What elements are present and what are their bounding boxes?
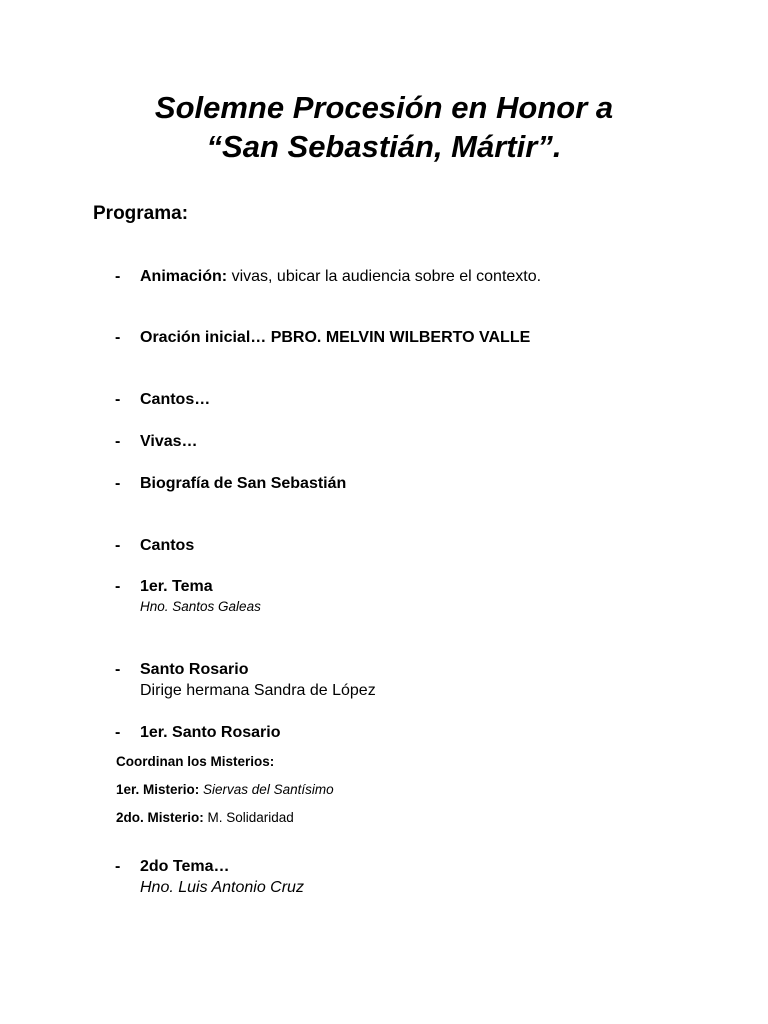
list-item-tema-2 <box>115 856 735 898</box>
misterio-label: 1er. Misterio: <box>116 782 200 797</box>
item-label: Vivas… <box>140 433 198 450</box>
item-label: Oración inicial… PBRO. MELVIN WILBERTO VALLE <box>140 329 531 346</box>
bullet-dash: - <box>115 537 121 554</box>
item-label: Cantos <box>140 537 195 554</box>
bullet-dash: - <box>115 268 121 285</box>
misterio-value: M. Solidaridad <box>203 810 294 825</box>
list-item-tema-1 <box>115 576 735 616</box>
item-presenter: Hno. Santos Galeas <box>140 599 261 614</box>
item-leader: Dirige hermana Sandra de López <box>140 682 376 699</box>
item-label: 1er. Tema <box>140 578 213 595</box>
list-item-cantos-2 <box>115 535 735 556</box>
program-heading: Programa: <box>93 203 189 224</box>
list-item-cantos-1 <box>115 389 735 410</box>
list-item-santo-rosario <box>115 659 735 701</box>
item-presenter: Hno. Luis Antonio Cruz <box>140 879 304 896</box>
bullet-dash: - <box>115 578 121 595</box>
misterios-heading: Coordinan los Misterios: <box>116 754 275 769</box>
bullet-dash: - <box>115 475 121 492</box>
misterio-1 <box>116 781 334 799</box>
bullet-dash: - <box>115 858 121 875</box>
list-item-primer-santo-rosario <box>115 722 735 743</box>
list-item-biografia <box>115 473 735 494</box>
title-line-2: “San Sebastián, Mártir”. <box>206 129 562 164</box>
bullet-dash: - <box>115 329 121 346</box>
item-label: 2do Tema… <box>140 858 230 875</box>
bullet-dash: - <box>115 391 121 408</box>
item-label: Biografía de San Sebastián <box>140 475 347 492</box>
misterio-2 <box>116 809 294 827</box>
misterio-label: 2do. Misterio: <box>116 810 204 825</box>
item-label: Santo Rosario <box>140 661 249 678</box>
bullet-dash: - <box>115 433 121 450</box>
list-item-animacion <box>115 266 735 287</box>
item-label: Animación: <box>140 268 228 285</box>
title-line-1: Solemne Procesión en Honor a <box>154 90 614 125</box>
document-title <box>0 88 768 166</box>
bullet-dash: - <box>115 724 121 741</box>
list-item-vivas <box>115 431 735 452</box>
item-label: Cantos… <box>140 391 211 408</box>
item-text: vivas, ubicar la audiencia sobre el contexto. <box>227 268 542 285</box>
item-label: 1er. Santo Rosario <box>140 724 281 741</box>
bullet-dash: - <box>115 661 121 678</box>
list-item-oracion <box>115 327 735 348</box>
misterio-value: Siervas del Santísimo <box>199 782 334 797</box>
